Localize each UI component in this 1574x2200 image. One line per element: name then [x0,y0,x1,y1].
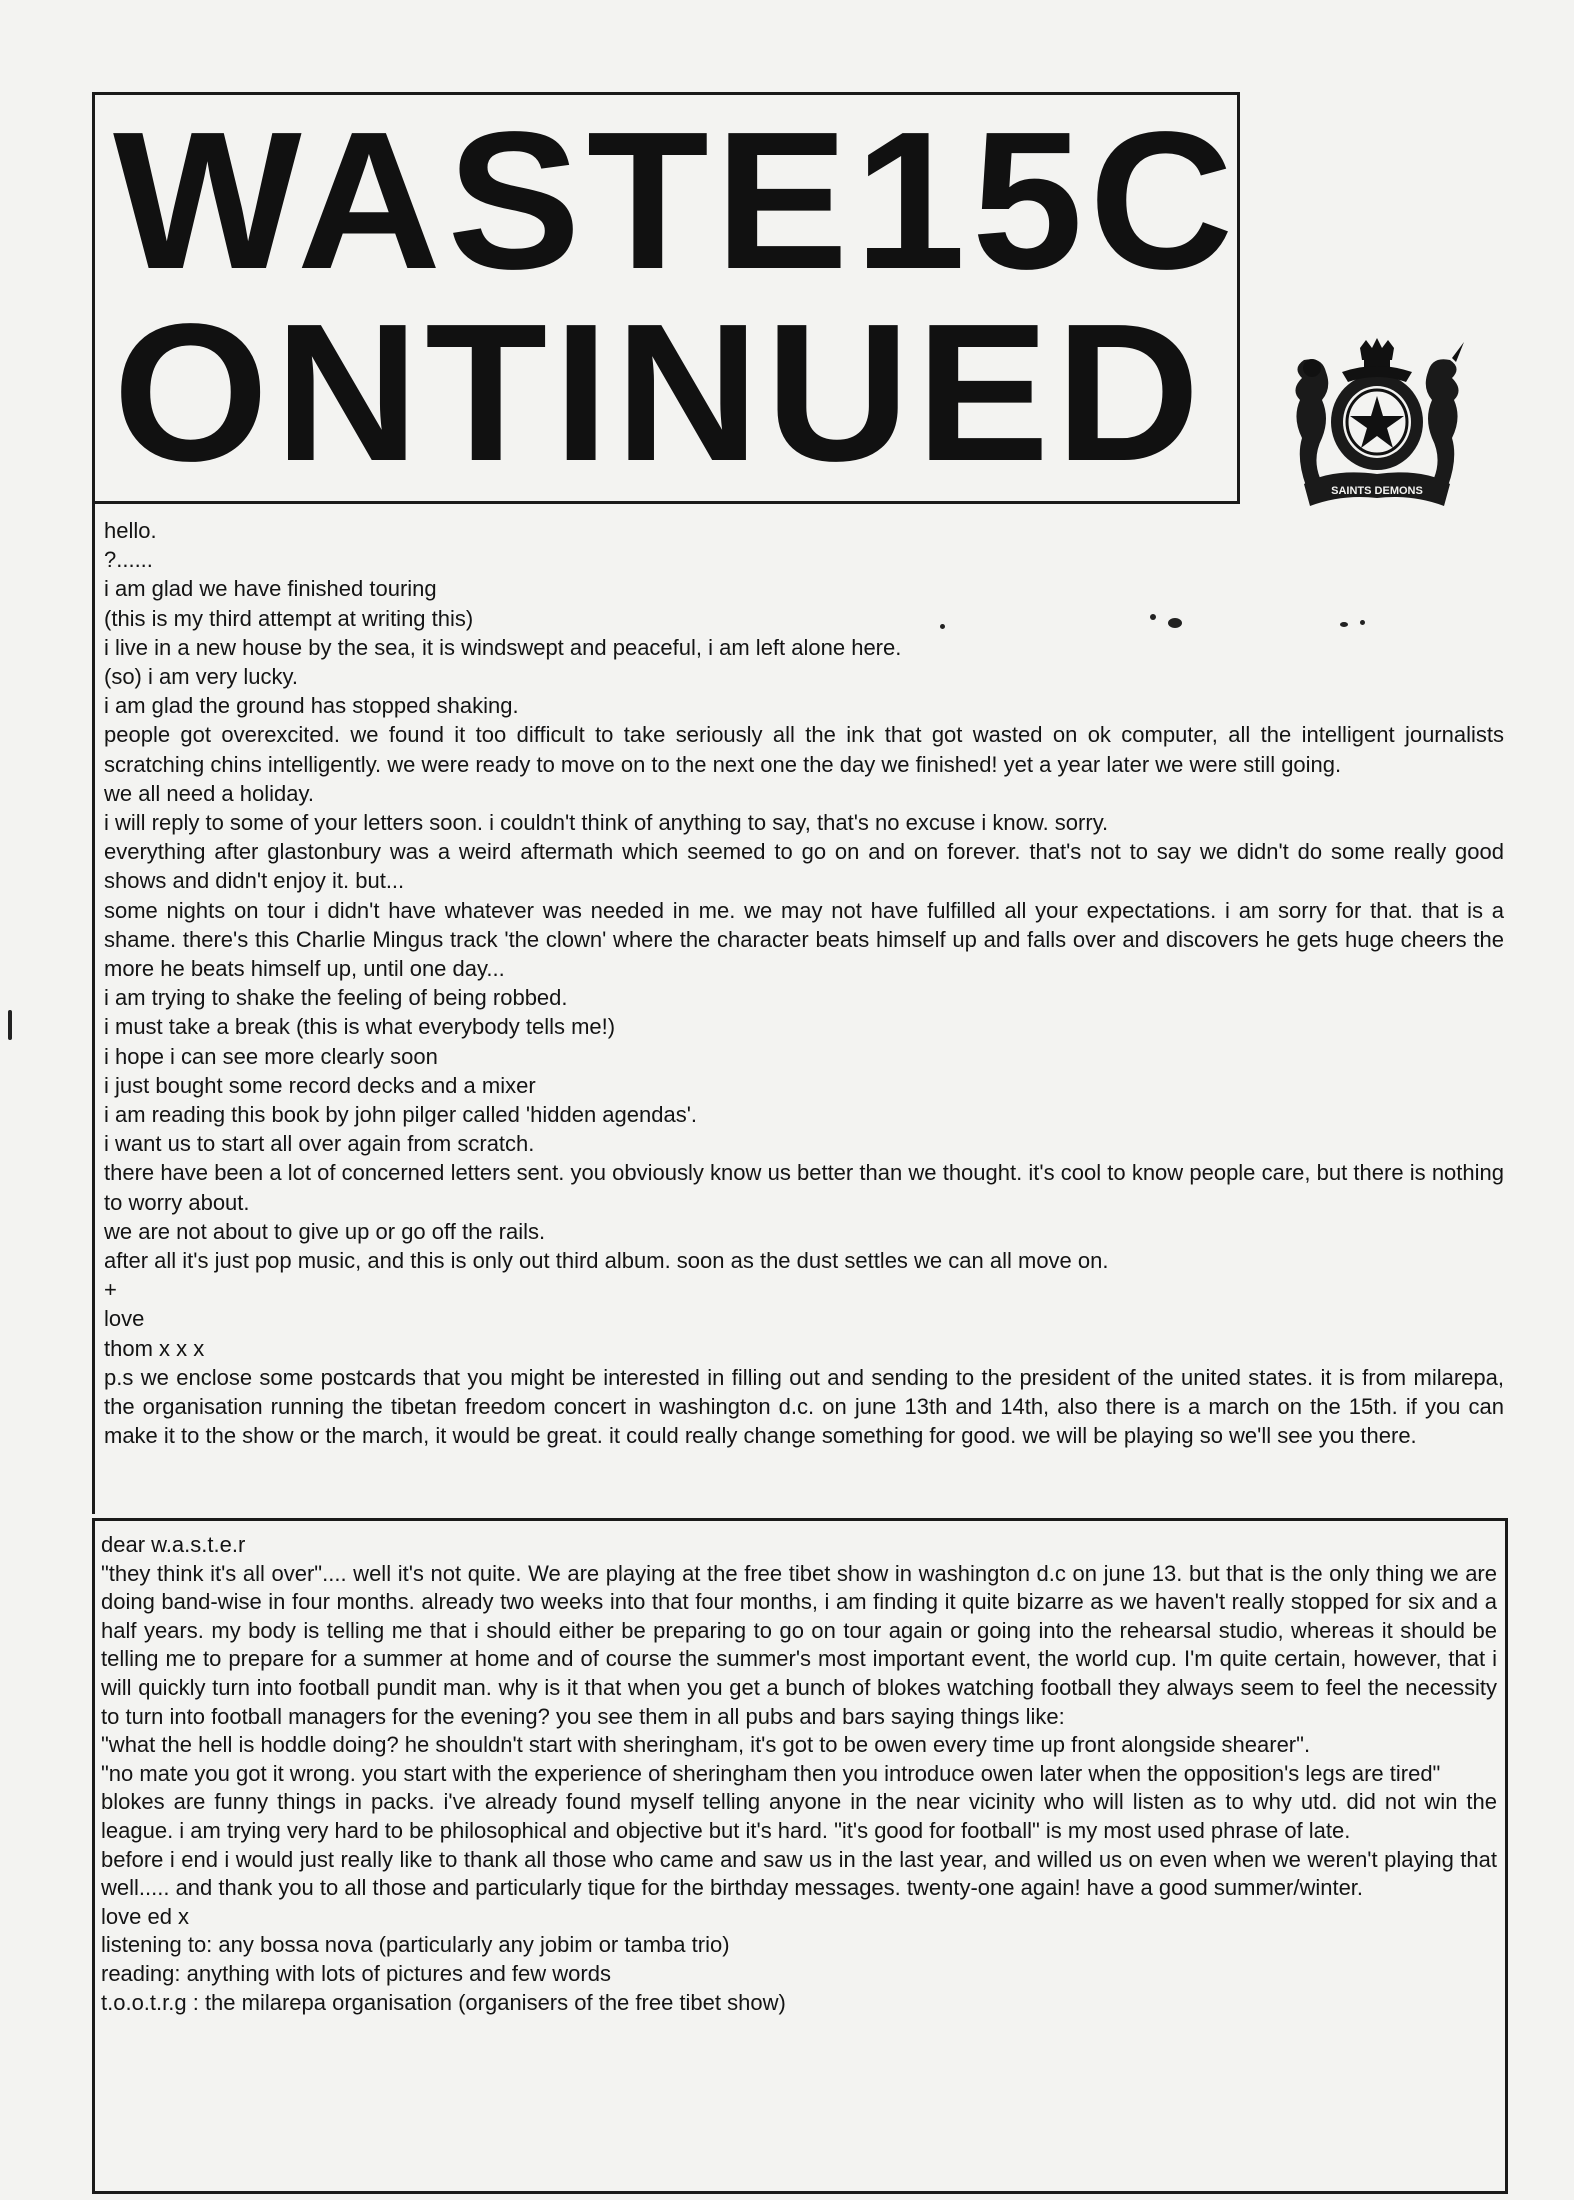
letter2-signature: love ed x [101,1903,190,1929]
letter1-paragraph: there have been a lot of concerned letters sent. you obviously know us better than we thought. it's cool to know people care, but there is nothing to worry about. [104,1160,1504,1215]
letter1-line: hello. [104,518,157,543]
photocopy-speck [940,624,945,629]
letter1-paragraph: people got overexcited. we found it too difficult to take seriously all the ink that got wasted on ok computer, all the intelligent journalists scratching chins intelligently. we were ready to move on to the next one the day we finished! yet a year later we were still going. [104,722,1504,777]
letter1-line: + [104,1277,117,1303]
letter1-line: i am glad we have finished touring [104,576,437,602]
letter2-quote: "no mate you got it wrong. you start with the experience of sheringham then you introduce owen later when the opposition's legs are tired" [101,1760,1441,1786]
letter2-paragraph: blokes are funny things in packs. i've already found myself telling anyone in the near vicinity who will listen as to why utd. did not win the league. i am trying very hard to be philosophical and objective but it's hard. "it's good for football" is my most used phrase of late. [101,1789,1497,1843]
letter2-reading: reading: anything with lots of pictures and few words [101,1960,611,1986]
letter1-line: i am reading this book by john pilger called 'hidden agendas'. [104,1102,698,1128]
letter2-tootrg: t.o.o.t.r.g : the milarepa organisation (organisers of the free tibet show) [101,1989,786,2015]
letter1-line: i will reply to some of your letters soon. i couldn't think of anything to say, that's no excuse i know. sorry. [104,810,1109,836]
letter1-line: love [104,1306,145,1332]
letter1-line: i am trying to shake the feeling of being robbed. [104,985,568,1011]
letter2-paragraph: "they think it's all over".... well it's not quite. We are playing at the free tibet show in washington d.c on june 13. but that is the only thing we are doing band-wise in four months. already two weeks into that four months, i am finding it quite bizarre as we haven't really stopped for six and a half years. my body is telling me that i should either be preparing to go on tour again or going into the rehearsal studio, whereas it should be telling me to prepare for a summer at home and of course the summer's most important event, the world cup. I'm quite certain, however, that i will quickly turn into football pundit man. why is it that when you get a bunch of blokes watching football they always seem to feel the necessity to turn into football managers for the evening? you see them in all pubs and bars saying things like: [101,1560,1497,1729]
letter1-line: i hope i can see more clearly soon [104,1043,438,1069]
title-box [92,92,1240,504]
letter1-line: (this is my third attempt at writing this) [104,605,474,631]
crest-motto: SAINTS DEMONS [1331,485,1423,497]
photocopy-speck [1360,620,1365,625]
letter1-line: i am glad the ground has stopped shaking. [104,693,519,719]
letter2-listening: listening to: any bossa nova (particularly any jobim or tamba trio) [101,1932,730,1958]
letter1-line: we are not about to give up or go off the rails. [104,1218,546,1244]
letter1-line: i live in a new house by the sea, it is windswept and peaceful, i am left alone here. [104,634,902,660]
photocopy-speck [8,1010,12,1040]
letter1-postscript: p.s we enclose some postcards that you might be interested in filling out and sending to the president of the united states. it is from milarepa, the organisation running the tibetan freedom concert in washington d.c. on june 13th and 14th, also there is a march on the 15th. if you can make it to the show or the march, it would be great. it could really change something for good. we will be playing so we'll see you there. [104,1364,1504,1449]
letter-thom [104,516,1504,1451]
title-line-1: WASTE15C [113,91,1240,310]
photocopy-speck [1340,622,1348,627]
letter1-line: i just bought some record decks and a mixer [104,1072,536,1098]
letter1-line: we all need a holiday. [104,780,314,806]
title-line-2: ONTINUED [113,283,1206,502]
photocopy-speck [1168,618,1182,628]
royal-coat-of-arms-icon [1282,338,1472,513]
letter1-paragraph: everything after glastonbury was a weird aftermath which seemed to go on and on forever. that's not to say we didn't do some really good shows and didn't enjoy it. but... [104,839,1504,894]
photocopy-speck [1150,614,1156,620]
letter1-line: i must take a break (this is what everybody tells me!) [104,1014,616,1040]
letter1-line: ?...... [104,547,153,573]
letter1-line: after all it's just pop music, and this is only out third album. soon as the dust settles we can all move on. [104,1248,1109,1274]
left-rule [92,504,95,1514]
letter2-greeting: dear w.a.s.t.e.r [101,1532,246,1557]
letter-ed [101,1531,1497,2017]
letter2-paragraph: before i end i would just really like to thank all those who came and saw us in the last year, and willed us on even when we weren't playing that well..... and thank you to all those and particularly tique for the birthday messages. twenty-one again! have a good summer/winter. [101,1846,1497,1901]
letter1-line: i want us to start all over again from scratch. [104,1131,535,1157]
letter1-paragraph: some nights on tour i didn't have whatever was needed in me. we may not have fulfilled all your expectations. i am sorry for that. that is a shame. there's this Charlie Mingus track 'the clown' where the character beats himself up and falls over and discovers he gets huge cheers the more he beats himself up, until one day... [104,897,1504,982]
letter2-quote: "what the hell is hoddle doing? he shouldn't start with sheringham, it's got to be owen every time up front alongside shearer". [101,1732,1311,1758]
letter-ed-box [92,1518,1508,2194]
letter1-signature: thom x x x [104,1335,205,1361]
letter1-line: (so) i am very lucky. [104,664,298,690]
